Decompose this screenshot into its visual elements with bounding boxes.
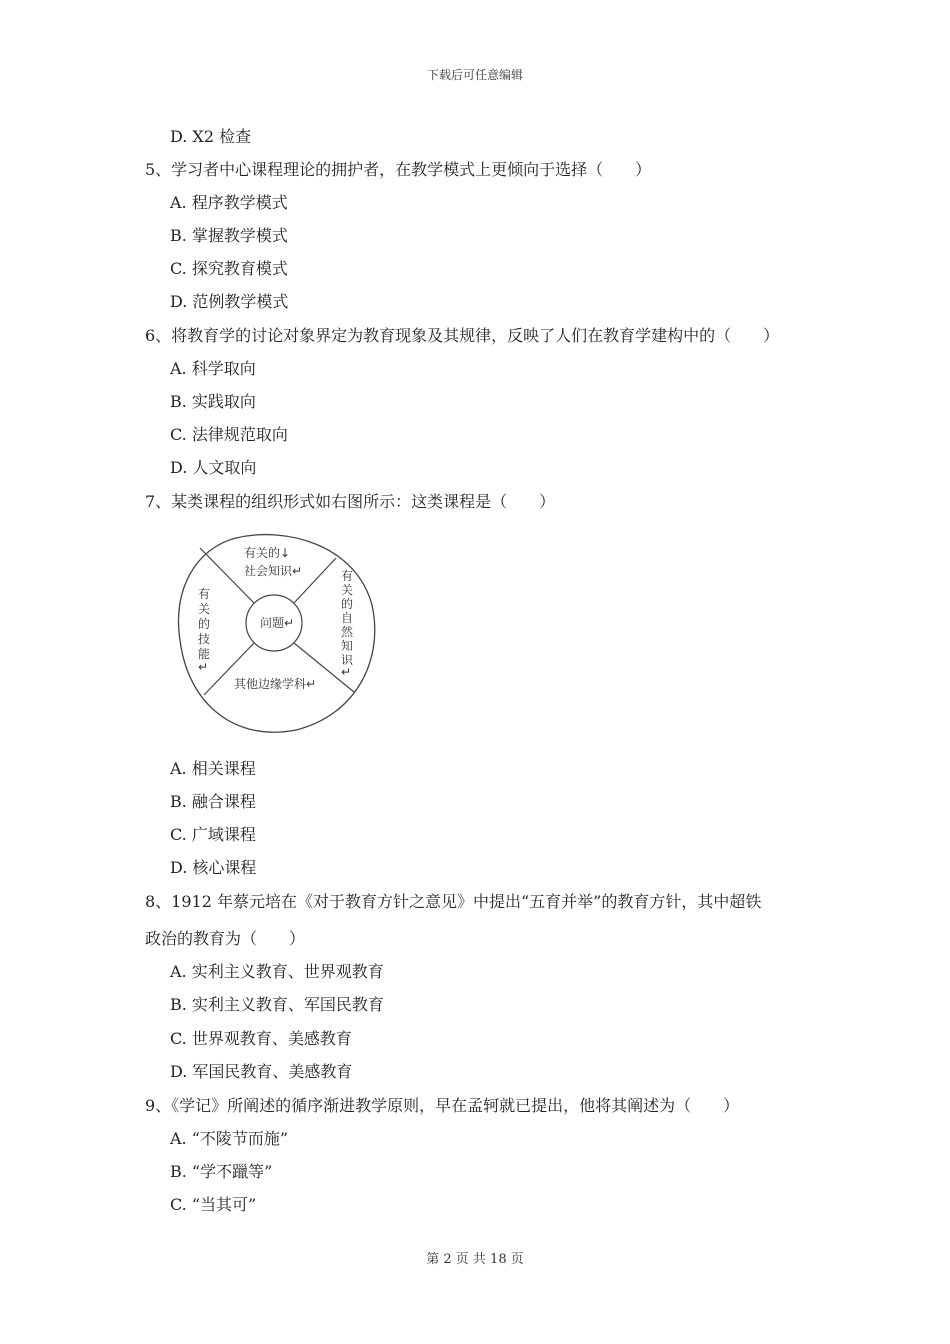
page-footer: 第 2 页 共 18 页 [426, 1252, 524, 1267]
diagram-left-char: 技 [198, 632, 211, 646]
diagram-left-char: 有 [198, 587, 211, 601]
option-text: A. “不陵节而施” [170, 1129, 289, 1148]
diagram-left-char: 关 [198, 602, 211, 616]
question-8-continued: 政治的教育为（ ） [145, 929, 306, 948]
question-9: 9、《学记》所阐述的循序渐进教学原则，早在孟轲就已提出，他将其阐述为（ ） [145, 1096, 740, 1115]
diagram-right-char: 然 [341, 625, 354, 639]
option-text: D. 军国民教育、美感教育 [170, 1062, 353, 1081]
diagram-top-label-1: 有关的↓ [244, 546, 291, 560]
option-text: B. “学不躐等” [170, 1162, 273, 1181]
option-text: C. “当其可” [170, 1195, 257, 1214]
diagram-right-char: 的 [341, 597, 354, 611]
option-text: B. 实践取向 [170, 392, 256, 411]
option-text: A. 相关课程 [170, 759, 256, 778]
curriculum-diagram [176, 530, 376, 735]
question-5: 5、学习者中心课程理论的拥护者，在教学模式上更倾向于选择（ ） [145, 160, 652, 179]
diagram-center-label: 问题↵ [260, 616, 295, 630]
diagram-right-char: 自 [341, 611, 354, 625]
diagram-left-char: 能 [198, 647, 211, 661]
question-7: 7、某类课程的组织形式如右图所示：这类课程是（ ） [145, 492, 556, 511]
option-text: B. 实利主义教育、军国民教育 [170, 995, 384, 1014]
option-text: C. 广域课程 [170, 825, 256, 844]
diagram-right-char: 识 [341, 653, 354, 667]
diagram-left-char: ↵ [198, 660, 209, 674]
option-text: A. 科学取向 [170, 359, 256, 378]
page-header: 下载后可任意编辑 [426, 68, 523, 82]
option-text: B. 融合课程 [170, 792, 256, 811]
diagram-right-char: 有 [341, 569, 354, 583]
option-text: D. 人文取向 [170, 458, 257, 477]
diagram-left-char: 的 [198, 617, 211, 631]
question-8: 8、1912 年蔡元培在《对于教育方针之意见》中提出“五育并举”的教育方针，其中超铁 [145, 892, 762, 911]
option-text: D. 范例教学模式 [170, 292, 289, 311]
option-text: A. 实利主义教育、世界观教育 [170, 962, 384, 981]
diagram-right-char: ↵ [341, 665, 352, 679]
option-text: D. X2 检查 [170, 127, 252, 146]
option-text: A. 程序教学模式 [170, 193, 288, 212]
option-text: B. 掌握教学模式 [170, 226, 288, 245]
option-text: C. 世界观教育、美感教育 [170, 1029, 352, 1048]
option-text: C. 法律规范取向 [170, 425, 288, 444]
diagram-right-char: 关 [341, 583, 354, 597]
diagram-bottom-label: 其他边缘学科↵ [234, 677, 317, 691]
option-text: D. 核心课程 [170, 858, 257, 877]
question-6: 6、将教育学的讨论对象界定为教育现象及其规律，反映了人们在教育学建构中的（ ） [145, 326, 780, 345]
diagram-right-char: 知 [341, 639, 354, 653]
option-text: C. 探究教育模式 [170, 259, 288, 278]
diagram-top-label-2: 社会知识↵ [244, 564, 303, 578]
